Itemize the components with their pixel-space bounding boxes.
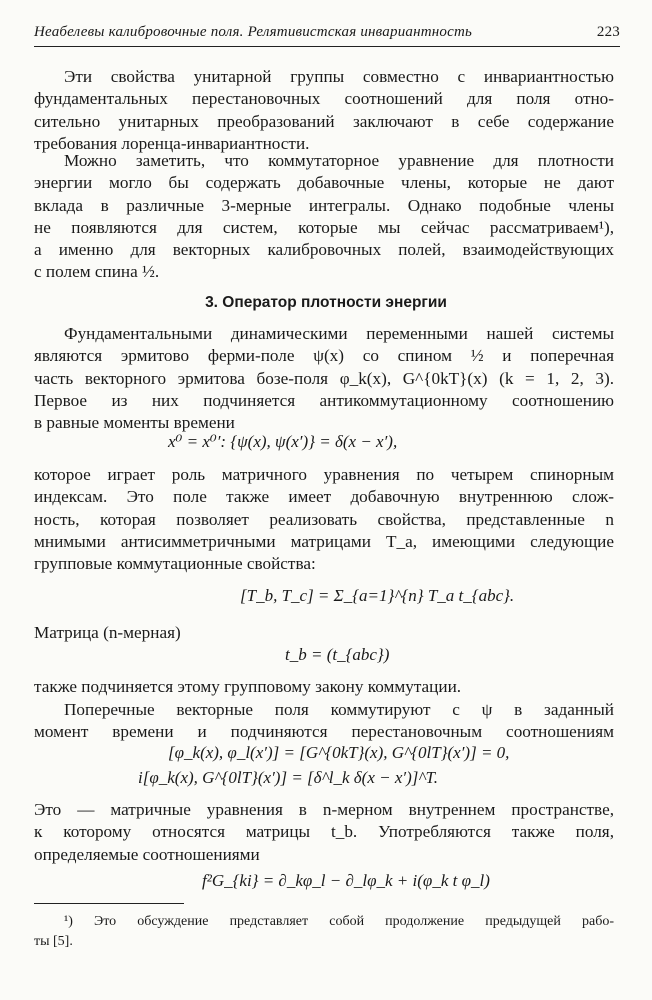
text-line: энергии могло бы содержать добавочные члены, которые не дают [34,173,614,193]
formula-commutator-2: i[φ_k(x), G^{0lT}(x′)] = [δ^l_k δ(x − x′)]^T. [138,768,438,787]
paragraph-5 [34,622,614,644]
text-line: являются эрмитово ферми-поле ψ(x) со спином ½ и поперечная [34,346,614,366]
paragraph-1 [34,66,614,155]
formula-group-commutator: [T_b, T_c] = Σ_{a=1}^{n} T_a t_{abc}. [240,586,515,605]
text-line: групповые коммутационные свойства: [34,554,316,574]
text-line: Можно заметить, что коммутаторное уравнение для плотности [64,151,614,170]
text-line: Матрица (n-мерная) [34,623,181,642]
text-line: Первое из них подчиняется антикоммутационному соотношению [34,390,614,410]
footnote [34,912,614,952]
text-line: также подчиняется этому групповому закону коммутации. [34,677,462,696]
text-line: момент времени и подчиняются перестановочным соотношениям [34,722,614,742]
page-number: 223 [596,24,620,40]
formula-matrix-def: t_b = (t_{abc}) [285,645,390,664]
footnote-line: ¹) Это обсуждение представляет собой продолжение предыдущей рабо- [64,914,614,929]
text-line: мнимыми антисимметричными матрицами T_a, имеющими следующие [34,531,614,551]
text-line: определяемые соотношениями [34,844,260,864]
paragraph-4 [34,464,614,575]
paragraph-3 [34,323,614,434]
header-rule [34,46,620,47]
section-heading: 3. Оператор плотности энергии [205,294,447,311]
text-line: к которому относятся матрицы t_b. Употребляются также поля, [34,822,614,842]
text-line: а именно для векторных калибровочных полей, взаимодействующих [34,240,614,260]
running-title: Неабелевы калибровочные поля. Релятивистская инвариантность [34,24,473,40]
text-line: вклада в различные 3-мерные интегралы. Однако подобные члены [34,195,614,215]
text-line: с полем спина ½. [34,262,160,282]
text-line: ность, которая позволяет реализовать свойства, представленные n [34,509,614,529]
paragraph-8 [34,799,614,866]
paragraph-7 [34,699,614,744]
text-line: Поперечные векторные поля коммутируют с ψ в заданный [64,700,614,719]
text-line: индексам. Это поле также имеет добавочную внутреннюю слож- [34,487,614,507]
text-line: фундаментальных перестановочных соотношений для поля отно- [34,89,614,109]
footnote-rule [34,903,184,904]
running-header [34,24,620,41]
paragraph-6 [34,676,614,698]
text-line: часть векторного эрмитова бозе-поля φ_k(x), G^{0kT}(x) (k = 1, 2, 3). [34,368,614,388]
formula-anticommutator: x⁰ = x⁰′: {ψ(x), ψ(x′)} = δ(x − x′), [168,432,398,451]
text-line: не появляются для систем, которые мы сейчас рассматриваем¹), [34,217,614,237]
formula-commutator-1: [φ_k(x), φ_l(x′)] = [G^{0kT}(x), G^{0lT}(x′)] = 0, [168,743,510,762]
text-line: Это — матричные уравнения в n-мерном внутреннем пространстве, [34,800,614,819]
footnote-line: ты [5]. [34,934,73,949]
text-line: в равные моменты времени [34,413,235,433]
text-line: Эти свойства унитарной группы совместно с инвариантностью [64,67,614,86]
text-line: которое играет роль матричного уравнения по четырем спинорным [34,465,614,484]
text-line: сительно унитарных преобразований заключают в себе содержание [34,111,614,131]
text-line: Фундаментальными динамическими переменными нашей системы [64,324,614,343]
paragraph-2 [34,150,614,284]
formula-field-strength: f²G_{ki} = ∂_kφ_l − ∂_lφ_k + i(φ_k t φ_l) [202,871,490,890]
text-line: требования лоренца-инвариантности. [34,133,310,153]
